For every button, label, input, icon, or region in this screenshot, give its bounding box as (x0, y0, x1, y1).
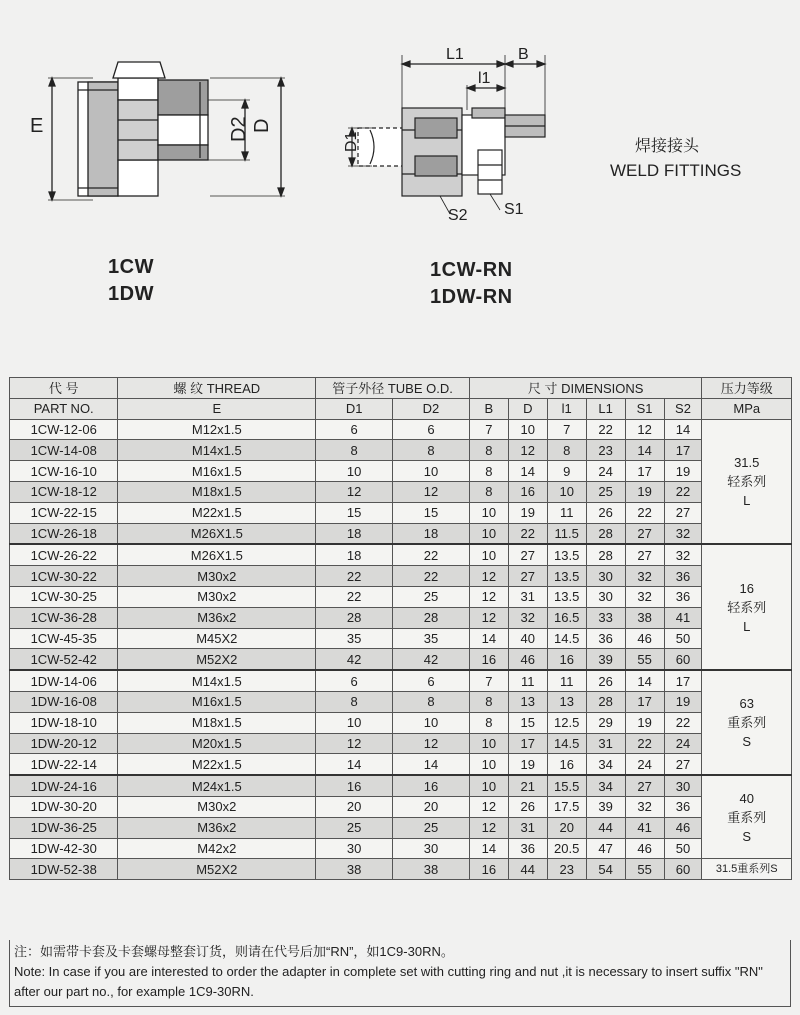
dimension-cell: 19 (625, 481, 664, 502)
dimension-cell: 17 (664, 670, 702, 691)
dimension-cell: 26 (586, 670, 625, 691)
table-row (10, 691, 792, 712)
table-row (10, 859, 792, 880)
dimension-cell: 8 (469, 712, 508, 733)
dimension-cell: 44 (508, 859, 547, 880)
header-d: D (508, 398, 547, 419)
dimension-cell: 41 (664, 607, 702, 628)
dimension-cell: 28 (586, 691, 625, 712)
dimension-cell: 55 (625, 649, 664, 670)
thread-cell: M36x2 (118, 607, 316, 628)
dimension-cell: 10 (469, 733, 508, 754)
dimension-cell: 15 (393, 502, 470, 523)
dimension-cell: 46 (625, 628, 664, 649)
dimension-cell: 10 (469, 754, 508, 775)
dimension-cell: 12.5 (547, 712, 586, 733)
dimension-cell: 42 (393, 649, 470, 670)
dimension-cell: 10 (547, 481, 586, 502)
dimension-cell: 8 (393, 440, 470, 461)
dimension-cell: 47 (586, 838, 625, 859)
header-part-cn: 代 号 (10, 378, 118, 399)
dimension-cell: 34 (586, 775, 625, 796)
dimension-cell: 16 (469, 859, 508, 880)
dimension-cell: 12 (469, 817, 508, 838)
dimension-cell: 27 (664, 754, 702, 775)
dimension-cell: 13.5 (547, 566, 586, 587)
part-number-cell: 1CW-16-10 (10, 461, 118, 482)
model-label-1dw: 1DW (108, 283, 154, 305)
part-number-cell: 1DW-36-25 (10, 817, 118, 838)
dimension-cell: 20 (316, 796, 393, 817)
note-cn: 注：如需带卡套及卡套螺母整套订货，则请在代号后加“RN”，如1C9-30RN。 (14, 944, 454, 959)
dimension-cell: 46 (508, 649, 547, 670)
dimension-cell: 27 (625, 775, 664, 796)
thread-cell: M16x1.5 (118, 691, 316, 712)
header-pressure-unit: MPa (702, 398, 792, 419)
dim-S2-label: S2 (448, 207, 468, 224)
dimension-cell: 26 (508, 796, 547, 817)
part-number-cell: 1CW-18-12 (10, 481, 118, 502)
table-row (10, 607, 792, 628)
pressure-series: 重系列 (727, 715, 767, 731)
dim-l1-label: l1 (478, 70, 491, 87)
dimension-cell: 30 (664, 775, 702, 796)
dimension-cell: 14 (625, 670, 664, 691)
dimension-cell: 34 (586, 754, 625, 775)
dimension-cell: 32 (664, 544, 702, 565)
dimension-cell: 30 (393, 838, 470, 859)
dimension-cell: 22 (625, 502, 664, 523)
dimension-cell: 36 (586, 628, 625, 649)
dimension-cell: 31 (508, 817, 547, 838)
pressure-code: L (743, 492, 751, 508)
dimension-cell: 22 (664, 712, 702, 733)
thread-cell: M30x2 (118, 796, 316, 817)
thread-cell: M30x2 (118, 566, 316, 587)
dimension-cell: 7 (547, 419, 586, 440)
dimension-cell: 32 (625, 566, 664, 587)
dimension-cell: 24 (625, 754, 664, 775)
part-number-cell: 1DW-14-06 (10, 670, 118, 691)
dimension-cell: 36 (664, 796, 702, 817)
part-number-cell: 1CW-26-18 (10, 523, 118, 544)
dimension-cell: 39 (586, 796, 625, 817)
part-number-cell: 1DW-42-30 (10, 838, 118, 859)
dimension-cell: 46 (664, 817, 702, 838)
dimension-cell: 27 (625, 523, 664, 544)
thread-cell: M30x2 (118, 586, 316, 607)
table-row (10, 733, 792, 754)
dimension-cell: 8 (316, 691, 393, 712)
dimension-cell: 12 (508, 440, 547, 461)
dimension-cell: 14 (508, 461, 547, 482)
table-row (10, 628, 792, 649)
fitting-diagram-1cw (0, 0, 300, 230)
pressure-code: S (742, 734, 752, 750)
dimension-cell: 13 (508, 691, 547, 712)
thread-cell: M14x1.5 (118, 440, 316, 461)
dim-E-label: E (30, 115, 44, 137)
pressure-rating-cell (702, 859, 792, 880)
pressure-value: 63 (739, 696, 754, 712)
dimension-cell: 10 (469, 775, 508, 796)
dimension-cell: 12 (469, 566, 508, 587)
thread-cell: M16x1.5 (118, 461, 316, 482)
dimension-cell: 11 (508, 670, 547, 691)
pressure-rating-cell (702, 670, 792, 775)
note-en: Note: In case if you are interested to order the adapter in complete set with cutting ring and nut ,it is necessary to insert suffix "RN" after our part no., for example 1C9-30RN. (14, 964, 763, 999)
dimension-cell: 27 (625, 544, 664, 565)
dimension-cell: 11.5 (547, 523, 586, 544)
dim-S1-label: S1 (504, 201, 524, 218)
model-label-1cw: 1CW (108, 256, 154, 278)
part-number-cell: 1CW-45-35 (10, 628, 118, 649)
dimension-cell: 14 (664, 419, 702, 440)
part-number-cell: 1CW-22-15 (10, 502, 118, 523)
thread-cell: M36x2 (118, 817, 316, 838)
dimension-cell: 19 (625, 712, 664, 733)
dimension-cell: 14 (316, 754, 393, 775)
dimension-cell: 24 (586, 461, 625, 482)
dimension-cell: 25 (393, 817, 470, 838)
part-number-cell: 1DW-24-16 (10, 775, 118, 796)
dimension-cell: 6 (316, 419, 393, 440)
pressure-code: L (743, 618, 751, 634)
dimension-cell: 22 (316, 566, 393, 587)
dimension-cell: 32 (508, 607, 547, 628)
dimension-cell: 26 (586, 502, 625, 523)
dimension-cell: 10 (508, 419, 547, 440)
dimension-cell: 22 (316, 586, 393, 607)
header-b: B (469, 398, 508, 419)
dimension-cell: 18 (316, 523, 393, 544)
dimension-cell: 10 (469, 523, 508, 544)
dimension-cell: 10 (316, 712, 393, 733)
dimension-cell: 17 (508, 733, 547, 754)
pressure-rating-text: 31.5重系列S (715, 862, 778, 875)
dimension-cell: 46 (625, 838, 664, 859)
dimension-cell: 23 (547, 859, 586, 880)
dimension-cell: 18 (316, 544, 393, 565)
dimension-cell: 15 (508, 712, 547, 733)
dimension-cell: 14 (469, 838, 508, 859)
header-tube-od: 管子外径 TUBE O.D. (316, 378, 470, 399)
dimension-cell: 14.5 (547, 628, 586, 649)
dimension-cell: 15.5 (547, 775, 586, 796)
table-row (10, 461, 792, 482)
thread-cell: M22x1.5 (118, 754, 316, 775)
pressure-rating-cell (702, 419, 792, 544)
dim-D-label: D (251, 118, 273, 133)
dimension-cell: 17.5 (547, 796, 586, 817)
order-note (9, 940, 791, 1007)
dimension-cell: 11 (547, 670, 586, 691)
pressure-series: 重系列 (727, 809, 767, 825)
model-label-1cw-rn: 1CW-RN (430, 259, 513, 281)
pressure-rating-cell (702, 544, 792, 670)
dimension-cell: 25 (316, 817, 393, 838)
dimension-cell: 10 (469, 544, 508, 565)
dimension-cell: 22 (625, 733, 664, 754)
part-number-cell: 1DW-30-20 (10, 796, 118, 817)
dimension-cell: 12 (469, 607, 508, 628)
dimension-cell: 32 (625, 796, 664, 817)
dimension-cell: 17 (625, 691, 664, 712)
dimension-cell: 16 (469, 649, 508, 670)
thread-cell: M42x2 (118, 838, 316, 859)
dimension-cell: 17 (664, 440, 702, 461)
dimension-cell: 32 (625, 586, 664, 607)
dimension-cell: 21 (508, 775, 547, 796)
dimension-cell: 12 (393, 481, 470, 502)
dimension-cell: 14 (469, 628, 508, 649)
dimension-cell: 35 (316, 628, 393, 649)
dimension-cell: 12 (469, 796, 508, 817)
dimension-cell: 42 (316, 649, 393, 670)
dimension-cell: 16 (508, 481, 547, 502)
dimension-cell: 60 (664, 859, 702, 880)
dimension-cell: 8 (393, 691, 470, 712)
table-row (10, 754, 792, 775)
thread-cell: M45X2 (118, 628, 316, 649)
table-row (10, 649, 792, 670)
header-d2: D2 (393, 398, 470, 419)
dimension-cell: 29 (586, 712, 625, 733)
header-thread: 螺 纹 THREAD (118, 378, 316, 399)
pressure-series: 轻系列 (727, 473, 767, 489)
thread-cell: M26X1.5 (118, 544, 316, 565)
header-s1: S1 (625, 398, 664, 419)
dimension-cell: 7 (469, 419, 508, 440)
dimension-cell: 22 (393, 544, 470, 565)
dimension-cell: 27 (664, 502, 702, 523)
dimension-cell: 25 (393, 586, 470, 607)
dimension-cell: 22 (393, 566, 470, 587)
dimension-cell: 20.5 (547, 838, 586, 859)
dimension-cell: 25 (586, 481, 625, 502)
dimension-cell: 8 (469, 440, 508, 461)
dimension-cell: 8 (469, 461, 508, 482)
dimension-cell: 20 (547, 817, 586, 838)
dimension-cell: 10 (393, 712, 470, 733)
table-row (10, 817, 792, 838)
part-number-cell: 1CW-30-22 (10, 566, 118, 587)
dimension-cell: 13 (547, 691, 586, 712)
dimension-cell: 12 (393, 733, 470, 754)
dimension-cell: 10 (469, 502, 508, 523)
pressure-code: S (742, 828, 752, 844)
dimension-cell: 14 (625, 440, 664, 461)
dimension-cell: 12 (316, 481, 393, 502)
dimension-cell: 50 (664, 628, 702, 649)
dimension-cell: 28 (393, 607, 470, 628)
dimension-cell: 16 (316, 775, 393, 796)
dimension-cell: 55 (625, 859, 664, 880)
part-number-cell: 1DW-20-12 (10, 733, 118, 754)
dimension-cell: 35 (393, 628, 470, 649)
dimension-cell: 36 (664, 586, 702, 607)
pressure-rating-cell (702, 775, 792, 859)
dimension-cell: 60 (664, 649, 702, 670)
thread-cell: M26X1.5 (118, 523, 316, 544)
dimension-cell: 32 (664, 523, 702, 544)
dimension-cell: 12 (625, 419, 664, 440)
table-row (10, 670, 792, 691)
dimension-cell: 27 (508, 566, 547, 587)
dimension-cell: 7 (469, 670, 508, 691)
title-en: WELD FITTINGS (610, 161, 742, 180)
dimension-cell: 12 (316, 733, 393, 754)
part-number-cell: 1CW-36-28 (10, 607, 118, 628)
part-number-cell: 1CW-30-25 (10, 586, 118, 607)
part-number-cell: 1CW-12-06 (10, 419, 118, 440)
dimension-cell: 17 (625, 461, 664, 482)
table-row (10, 586, 792, 607)
table-row (10, 481, 792, 502)
thread-cell: M52X2 (118, 859, 316, 880)
dimension-cell: 8 (469, 481, 508, 502)
dimension-cell: 33 (586, 607, 625, 628)
dimension-cell: 6 (393, 419, 470, 440)
dimension-cell: 8 (316, 440, 393, 461)
dim-B-label: B (518, 46, 529, 63)
table-row (10, 502, 792, 523)
part-number-cell: 1CW-52-42 (10, 649, 118, 670)
dimension-cell: 31 (586, 733, 625, 754)
part-number-cell: 1CW-14-08 (10, 440, 118, 461)
dimension-cell: 11 (547, 502, 586, 523)
dimension-cell: 36 (508, 838, 547, 859)
dimension-cell: 16.5 (547, 607, 586, 628)
dimension-cell: 30 (316, 838, 393, 859)
table-row (10, 775, 792, 796)
table-row (10, 796, 792, 817)
dimension-cell: 16 (547, 754, 586, 775)
dimension-cell: 31 (508, 586, 547, 607)
thread-cell: M22x1.5 (118, 502, 316, 523)
dimension-cell: 39 (586, 649, 625, 670)
dim-D1-label: D1 (343, 131, 360, 152)
header-l1-small: l1 (547, 398, 586, 419)
dimension-cell: 18 (393, 523, 470, 544)
dimension-cell: 6 (316, 670, 393, 691)
fitting-diagram-1cw-rn (330, 0, 580, 230)
dimension-cell: 8 (469, 691, 508, 712)
part-number-cell: 1DW-22-14 (10, 754, 118, 775)
header-pressure-cn: 压力等级 (702, 378, 792, 399)
dimension-cell: 22 (508, 523, 547, 544)
dim-L1-label: L1 (446, 46, 464, 63)
dimension-cell: 28 (586, 544, 625, 565)
dimension-cell: 8 (547, 440, 586, 461)
dimension-cell: 28 (586, 523, 625, 544)
dimension-cell: 20 (393, 796, 470, 817)
dimension-cell: 36 (664, 566, 702, 587)
dimension-cell: 19 (664, 461, 702, 482)
dimension-cell: 22 (586, 419, 625, 440)
part-number-cell: 1CW-26-22 (10, 544, 118, 565)
dimension-cell: 16 (547, 649, 586, 670)
thread-cell: M20x1.5 (118, 733, 316, 754)
dimension-cell: 19 (508, 754, 547, 775)
dimension-cell: 9 (547, 461, 586, 482)
table-row (10, 440, 792, 461)
dimension-cell: 13.5 (547, 586, 586, 607)
dimension-cell: 24 (664, 733, 702, 754)
thread-cell: M18x1.5 (118, 712, 316, 733)
thread-cell: M24x1.5 (118, 775, 316, 796)
header-s2: S2 (664, 398, 702, 419)
dimension-cell: 30 (586, 566, 625, 587)
pressure-series: 轻系列 (727, 599, 767, 615)
table-row (10, 523, 792, 544)
header-d1: D1 (316, 398, 393, 419)
pressure-value: 16 (739, 580, 754, 596)
dimension-cell: 13.5 (547, 544, 586, 565)
header-l1: L1 (586, 398, 625, 419)
table-row (10, 544, 792, 565)
thread-cell: M18x1.5 (118, 481, 316, 502)
dimension-cell: 22 (664, 481, 702, 502)
dimension-cell: 54 (586, 859, 625, 880)
dimension-cell: 12 (469, 586, 508, 607)
dimension-cell: 14 (393, 754, 470, 775)
dimension-cell: 6 (393, 670, 470, 691)
dimension-cell: 38 (625, 607, 664, 628)
thread-cell: M12x1.5 (118, 419, 316, 440)
dimension-cell: 10 (393, 461, 470, 482)
model-label-1dw-rn: 1DW-RN (430, 286, 513, 308)
part-number-cell: 1DW-18-10 (10, 712, 118, 733)
part-number-cell: 1DW-52-38 (10, 859, 118, 880)
dimension-cell: 14.5 (547, 733, 586, 754)
dimension-cell: 15 (316, 502, 393, 523)
pressure-value: 40 (739, 790, 754, 806)
dimension-cell: 19 (508, 502, 547, 523)
dimension-cell: 27 (508, 544, 547, 565)
dimension-cell: 44 (586, 817, 625, 838)
dimension-cell: 28 (316, 607, 393, 628)
dimension-cell: 50 (664, 838, 702, 859)
dimension-cell: 38 (316, 859, 393, 880)
pressure-value: 31.5 (734, 454, 760, 470)
dimension-cell: 40 (508, 628, 547, 649)
title-cn: 焊接接头 (635, 138, 700, 155)
dimension-cell: 19 (664, 691, 702, 712)
header-thread-e: E (118, 398, 316, 419)
thread-cell: M52X2 (118, 649, 316, 670)
part-number-cell: 1DW-16-08 (10, 691, 118, 712)
dimension-cell: 38 (393, 859, 470, 880)
dimension-cell: 41 (625, 817, 664, 838)
table-row (10, 566, 792, 587)
dim-D2-label: D2 (228, 116, 250, 142)
dimension-cell: 30 (586, 586, 625, 607)
spec-table (9, 377, 792, 880)
dimension-cell: 23 (586, 440, 625, 461)
table-row (10, 712, 792, 733)
table-row (10, 419, 792, 440)
table-row (10, 838, 792, 859)
dimension-cell: 16 (393, 775, 470, 796)
header-dimensions: 尺 寸 DIMENSIONS (469, 378, 702, 399)
dimension-cell: 10 (316, 461, 393, 482)
header-part-en: PART NO. (10, 398, 118, 419)
thread-cell: M14x1.5 (118, 670, 316, 691)
